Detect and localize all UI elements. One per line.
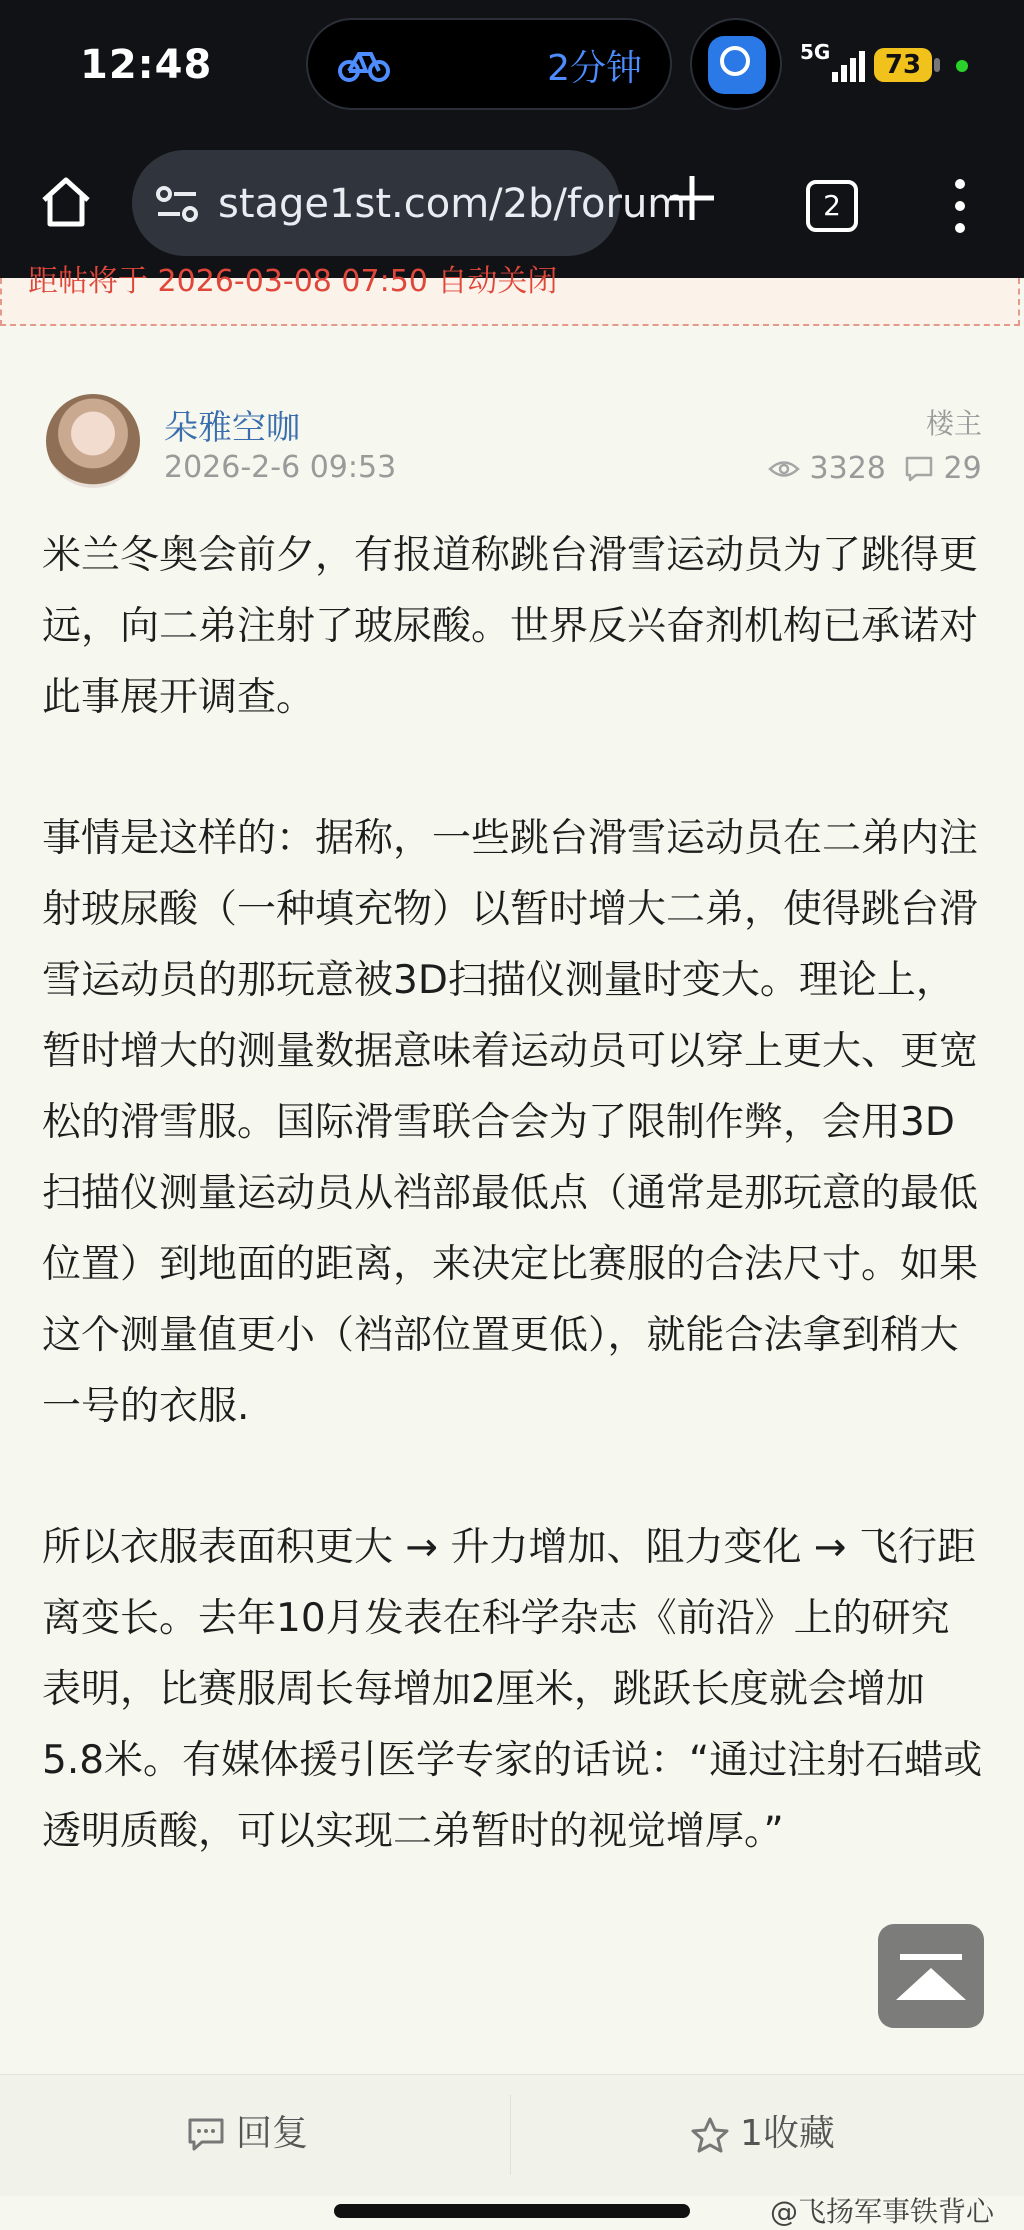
notice-text: 距帖将于 2026-03-08 07:50 自动关闭 [28,264,558,299]
author-name[interactable]: 朵雅空咖 [164,408,300,448]
post-content [42,520,986,1937]
reply-icon [186,2116,226,2154]
op-badge: 楼主 [925,407,982,440]
watermark: @飞扬军事铁背心 [770,2195,995,2228]
favorite-button[interactable] [690,2105,835,2156]
url-text: stage1st.com/2b/forum [218,181,687,227]
status-time: 12:48 [80,42,213,88]
thread-close-notice [0,264,1020,326]
privacy-dot [956,60,968,72]
network-type: 5G [800,40,831,64]
view-count-value: 3328 [809,451,886,486]
island-timer-text: 2分钟 [547,48,642,89]
eye-icon [768,458,800,480]
home-icon[interactable] [36,172,96,232]
signal-icon [816,50,866,84]
more-menu-icon[interactable] [948,176,972,236]
comment-icon [904,455,934,483]
home-indicator[interactable] [334,2204,690,2218]
post-action-bar [0,2074,1024,2197]
post-date: 2026-2-6 09:53 [164,450,397,485]
view-count [768,450,886,486]
post-paragraph: 米兰冬奥会前夕，有报道称跳台滑雪运动员为了跳得更远，向二弟注射了玻尿酸。世界反兴奋剂机构已承诺对此事展开调查。 [42,533,979,720]
railway-app-icon[interactable] [690,18,782,110]
url-bar[interactable] [132,150,687,256]
tab-switcher-button[interactable]: 2 [806,180,858,232]
browser-top-bar [0,0,1024,278]
post-paragraph: 事情是这样的：据称，一些跳台滑雪运动员在二弟内注射玻尿酸（一种填充物）以暂时增大二弟，使得跳台滑雪运动员的那玩意被3D扫描仪测量时变大。理论上，暂时增大的测量数据意味着运动员可以穿上更大、更宽松的滑雪服。国际滑雪联合会为了限制作弊，会用3D扫描仪测量运动员从裆部最低点（通常是那玩意的最低位置）到地面的距离，来决定比赛服的合法尺寸。如果这个测量值更小（裆部位置更低），就能合法拿到稍大一号的衣服. [42,816,979,1429]
battery-tip [934,58,940,72]
post-paragraph: 所以衣服表面积更大 → 升力增加、阻力变化 → 飞行距离变长。去年10月发表在科学杂志《前沿》上的研究表明，比赛服周长每增加2厘米，跳跃长度就会增加5.8米。有媒体援引医学专家的话说：“通过注射石蜡或透明质酸，可以实现二弟暂时的视觉增厚。” [42,1525,983,1854]
reply-label: 回复 [236,2113,309,2154]
post-header [0,380,1024,500]
battery-level: 73 [874,48,932,82]
bike-icon [338,44,390,84]
favorite-label: 1收藏 [740,2113,835,2154]
site-settings-icon[interactable] [154,184,200,224]
new-tab-icon[interactable] [664,170,720,226]
reply-button[interactable] [186,2105,308,2156]
reply-count [904,450,982,486]
action-divider [510,2095,511,2175]
scroll-to-top-button[interactable] [878,1924,984,2028]
star-icon [690,2116,730,2154]
reply-count-value: 29 [943,451,982,486]
dynamic-island[interactable] [306,18,672,110]
avatar[interactable] [46,394,140,488]
arrow-up-icon [878,1924,984,2028]
